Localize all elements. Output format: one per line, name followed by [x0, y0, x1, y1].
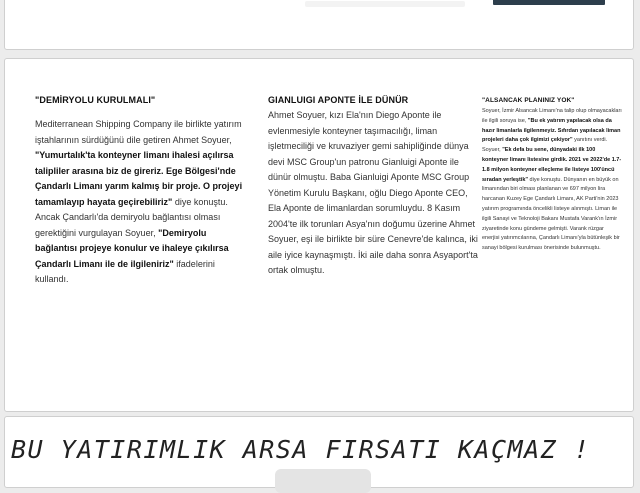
section-heading: GIANLUIGI APONTE İLE DÜNÜR [268, 95, 409, 105]
bold-quote: "Yumurtalık'ta konteyner limanı ihalesi açılırsa talipliler arasına biz de gireriz. Ege Bölgesi'nde Çandarlı Limanı yarım kalmış bir proje. O projeyi tamamlayıp hayata geçirebiliriz" [35, 150, 243, 207]
article-column-demiryolu [35, 95, 245, 288]
section-heading: "DEMİRYOLU KURULMALI" [35, 95, 156, 105]
article-column-aponte [268, 95, 478, 279]
section-heading: "ALSANCAK PLANINIZ YOK" [482, 97, 575, 104]
promo-banner[interactable] [4, 416, 634, 488]
faded-text-line [305, 1, 465, 7]
article-card [4, 58, 634, 412]
bold-quote: "Bu ek yatırım yapılacak olsa da hazır limanlarla ilgilenmeyiz. Sıfırdan yapılacak liman projeleri daha çok ilgimizi çekiyor" [482, 117, 621, 144]
text-span: diye konuştu. Ancak Çandarlı'da demiryolu bağlantısı olması gerektiğini vurgulayan Soyuer, [35, 196, 228, 238]
previous-content-card [4, 0, 634, 50]
article-column-alsancak [482, 97, 622, 254]
text-span: ifadelerini kullandı. [35, 258, 215, 284]
paragraph [35, 117, 245, 288]
banner-headline: BU YATIRIMLIK ARSA FIRSATI KAÇMAZ ! [11, 435, 591, 464]
text-span: yanıtını verdi. Soyuer, [482, 137, 608, 154]
text-span: Mediterranean Shipping Company ile birlikte yatırım iştahlarının sürdüğünü dile getiren Ahmet Soyuer, [35, 119, 242, 145]
paragraph [482, 107, 622, 254]
bold-quote: "Ek defa bu sene, dünyadaki ilk 100 konteyner limanı listesine girdik. 2021 ve 2022'de 1.7- 1.8 milyon konteyner elleçleme ile listeye 100'üncü sıradan yerleştik" [482, 147, 622, 183]
text-span: diye konuştu. Dünyanın en büyük on limanından biri olması planlanan ve 697 milyon lira harcanan Kuzey Ege Çandarlı Limanı, AK Parti'nin 2023 yatırım programında öncelikli listeye alınmıştı. Liman ile ilgili Sanayi ve Teknoloji Bakanı Mustafa Varank'ın İzmir ziyaretinde konu gündeme gelmişti. Varank rüzgar enerjisi yatırımcılarına, Çandarlı Limanı'yla bütünleşik bir sanayi bölgesi kurulması önerisinde bulunmuştu. [482, 176, 620, 252]
dark-header-bar [493, 0, 605, 5]
text-span: Soyuer, İzmir Alsancak Limanı'na talip olup olmayacakları ile ilgili soruya ise, [482, 108, 622, 124]
banner-button[interactable] [275, 469, 371, 493]
bold-quote: "Demiryolu bağlantısı projeye konulur ve ihaleye çıkılırsa Çandarlı Limanı ile de ilgileniriz" [35, 227, 229, 269]
paragraph: Ahmet Soyuer, kızı Ela'nın Diego Aponte ile evlenmesiyle konteyner taşımacılığı, liman işletmeciliği ve kruvaziyer gemi sahipliğinde dünya devi MSC Group'un patronu Gianluigi Aponte ile dünür olmuştu. Baba Gianluigi Aponte MSC Group Yönetim Kurulu Başkanı, oğlu Diego Aponte CEO, Ela Aponte de limanlardan sorumluydu. 8 Kasım 2004'te ilk torunları Asya'nın doğumu üzerine Ahmet Soyuer, eşi ile birlikte bir süre Cenevre'de kalınca, iki aile iyice kaynaşmıştı. İki aile daha sonra Asyaport'ta ortak olmuştu. [268, 110, 478, 275]
